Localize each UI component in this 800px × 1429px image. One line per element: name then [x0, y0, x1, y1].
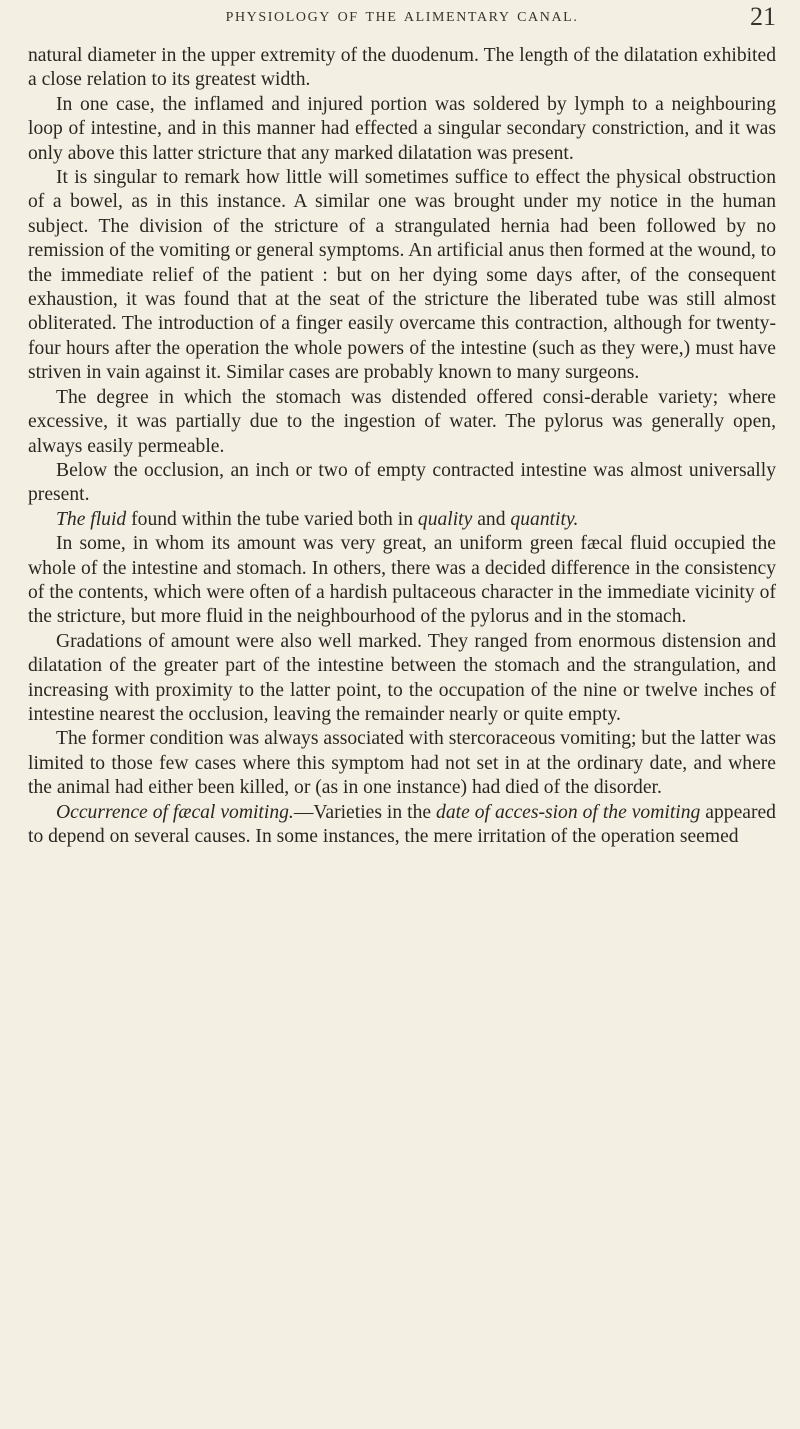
running-head [28, 0, 776, 44]
text-run: appeared to depend on several causes. In some instances, the mere irritation of the operation seemed [28, 801, 776, 847]
paragraph-3: It is singular to remark how little will sometimes suffice to effect the physical obstruction of a bowel, as in this instance. A similar one was brought under my notice in the human subject. The division of the stricture of a strangulated hernia had been followed by no remission of the vomiting or general symptoms. An artificial anus then formed at the wound, to the immediate relief of the patient : but on her dying some days after, of the consequent exhaustion, it was found that at the seat of the stricture the liberated tube was still almost obliterated. The introduction of a finger easily overcame this contraction, although for twenty-four hours after the operation the whole powers of the intestine (such as they were,) must have striven in vain against it. Similar cases are probably known to many surgeons. [28, 167, 776, 384]
paragraph-7: In some, in whom its amount was very great, an uniform green fæcal fluid occupied the whole of the intestine and stomach. In others, there was a decided difference in the consistency of the contents, which were often of a hardish pultaceous character in the immediate vicinity of the stricture, but more fluid in the neighbourhood of the pylorus and in the stomach. [28, 533, 776, 628]
italic-phrase: quantity. [510, 508, 579, 530]
italic-phrase: date of acces-sion of the vomiting [436, 801, 701, 823]
paragraph-1: natural diameter in the upper extremity of the duodenum. The length of the dilatation exhibited a close relation to its greatest width. [28, 45, 776, 91]
italic-heading: Occurrence of fæcal vomiting. [56, 801, 294, 823]
italic-phrase: quality [417, 508, 473, 530]
italic-phrase: The fluid [56, 508, 127, 530]
body-text [28, 44, 776, 849]
paragraph-4: The degree in which the stomach was distended offered consi-derable variety; where excessive, it was partially due to the ingestion of water. The pylorus was generally open, always easily permeable. [28, 386, 776, 457]
paragraph-8: Gradations of amount were also well marked. They ranged from enormous distension and dilatation of the greater part of the intestine between the stomach and the strangulation, and increasing with proximity to the latter point, to the occupation of the nine or twelve inches of intestine nearest the occlusion, leaving the remainder nearly or quite empty. [28, 630, 776, 725]
paragraph-5: Below the occlusion, an inch or two of empty contracted intestine was almost universally present. [28, 459, 776, 506]
text-run: found within the tube varied both in [126, 508, 418, 530]
paragraph-6 [28, 508, 776, 532]
page-number: 21 [750, 2, 776, 31]
book-page [28, 0, 776, 1429]
paragraph-2: In one case, the inflamed and injured portion was soldered by lymph to a neighbouring loop of intestine, and in this manner had effected a singular secondary constriction, and it was only above this latter stricture that any marked dilatation was present. [28, 93, 776, 164]
text-run: —Varieties in the [293, 801, 437, 823]
running-title: PHYSIOLOGY OF THE ALIMENTARY CANAL. [225, 10, 579, 25]
paragraph-10 [28, 801, 776, 850]
text-run: and [472, 508, 511, 530]
paragraph-9: The former condition was always associated with stercoraceous vomiting; but the latter was limited to those few cases where this symptom had not set in at the ordinary date, and where the animal had either been killed, or (as in one instance) had died of the disorder. [28, 728, 776, 799]
